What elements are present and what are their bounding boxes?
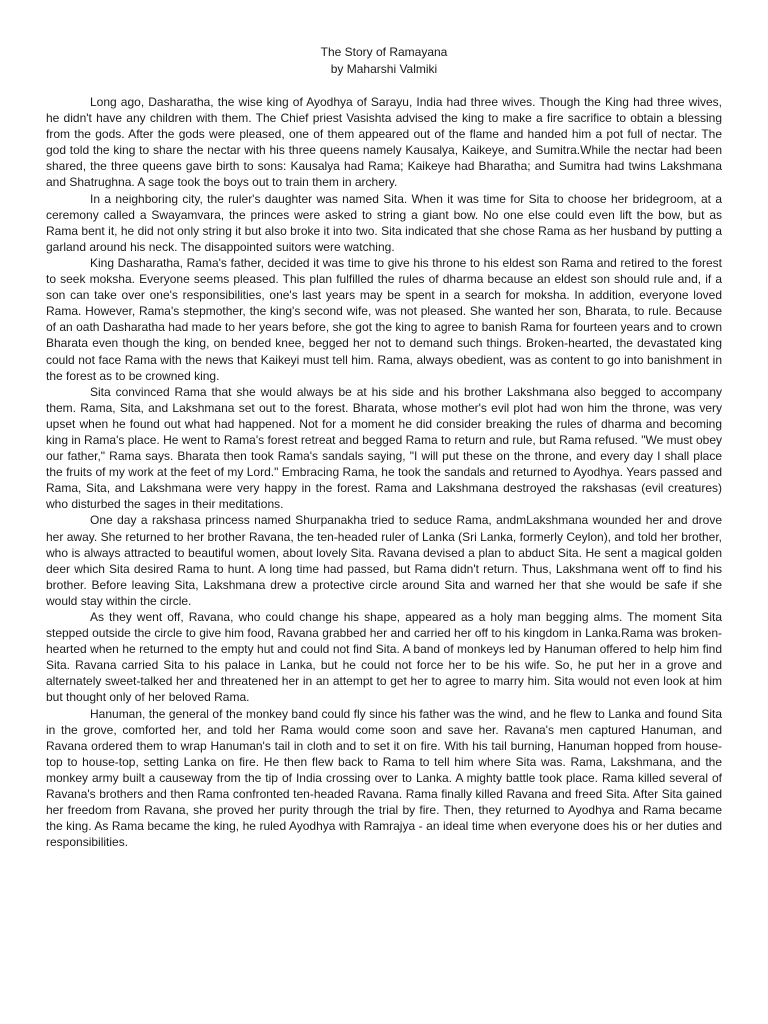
paragraph-shurpanakha: One day a rakshasa princess named Shurpanakha tried to seduce Rama, andmLakshmana wounded her and drove her away. She returned to her brother Ravana, the ten-headed ruler of Lanka (Sri Lanka, formerly Ceylon), and told her brother, who is always attracted to beautiful women, about lovely Sita. Ravana devised a plan to abduct Sita. He sent a magical golden deer which Sita desired Rama to hunt. A long time had passed, but Rama didn't return. Thus, Lakshmana went off to find his brother. Before leaving Sita, Lakshmana drew a protective circle around Sita and warned her that she would be safe if she would stay within the circle. <box>46 513 722 608</box>
title-block <box>46 44 722 78</box>
paragraph-birth-of-sons: Long ago, Dasharatha, the wise king of Ayodhya of Sarayu, India had three wives. Though the King had three wives, he didn't have any children with them. The Chief priest Vasishta advised the king to make a fire sacrifice to obtain a blessing from the gods. After the gods were pleased, one of them appeared out of the flame and handed him a pot full of nectar. The god told the king to share the nectar with his three queens namely Kausalya, Kaikeye, and Sumitra.While the nectar had been shared, the three queens gave birth to sons: Kausalya had Rama; Kaikeye had Bharatha; and Sumitra had twins Lakshmana and Shatrughna. A sage took the boys out to train them in archery. <box>46 95 722 190</box>
paragraph-forest-exile: Sita convinced Rama that she would always be at his side and his brother Lakshmana also begged to accompany them. Rama, Sita, and Lakshmana set out to the forest. Bharata, whose mother's evil plot had won him the throne, was very upset when he found out what had happened. Not for a moment he did consider breaking the rules of dharma and becoming king in Rama's place. He went to Rama's forest retreat and begged Rama to return and rule, but Rama refused. "We must obey our father," Rama says. Bharata then took Rama's sandals saying, "I will put these on the throne, and every day I shall place the fruits of my work at the feet of my Lord." Embracing Rama, he took the sandals and returned to Ayodhya. Years passed and Rama, Sita, and Lakshmana were very happy in the forest. Rama and Lakshmana destroyed the rakshasas (evil creatures) who disturbed the sages in their meditations. <box>46 384 722 512</box>
paragraph-hanuman-and-battle: Hanuman, the general of the monkey band could fly since his father was the wind, and he flew to Lanka and found Sita in the grove, comforted her, and told her Rama would come soon and save her. Ravana's men captured Hanuman, and Ravana ordered them to wrap Hanuman's tail in cloth and to set it on fire. With his tail burning, Hanuman hopped from house-top to house-top, setting Lanka on fire. He then flew back to Rama to tell him where Sita was. Rama, Lakshmana, and the monkey army built a causeway from the tip of India crossing over to Lanka. A mighty battle took place. Rama killed several of Ravana's brothers and then Rama confronted ten-headed Ravana. Rama finally killed Ravana and freed Sita. After Sita gained her freedom from Ravana, she proved her purity through the trial by fire. Then, they returned to Ayodhya and Rama became the king. As Rama became the king, he ruled Ayodhya with Ramrajya - an ideal time when everyone does his or her duties and responsibilities. <box>46 706 722 850</box>
document-author: by Maharshi Valmiki <box>330 62 438 76</box>
paragraph-banishment: King Dasharatha, Rama's father, decided it was time to give his throne to his eldest son Rama and retired to the forest to seek moksha. Everyone seems pleased. This plan fulfilled the rules of dharma because an eldest son should rule and, if a son can take over one's responsibilities, one's last years may be spent in a search for moksha. In addition, everyone loved Rama. However, Rama's stepmother, the king's second wife, was not pleased. She wanted her son, Bharata, to rule. Because of an oath Dasharatha had made to her years before, she got the king to agree to banish Rama for fourteen years and to crown Bharata even though the king, on bended knee, begged her not to demand such things. Broken-hearted, the devastated king could not face Rama with the news that Kaikeyi must tell him. Rama, always obedient, was as content to go into banishment in the forest as to be crowned king. <box>46 255 722 383</box>
document-body <box>46 94 722 850</box>
paragraph-swayamvara: In a neighboring city, the ruler's daughter was named Sita. When it was time for Sita to choose her bridegroom, at a ceremony called a Swayamvara, the princes were asked to string a giant bow. No one else could even lift the bow, but as Rama bent it, he did not only string it but also broke it into two. Sita indicated that she chose Rama as her husband by putting a garland around his neck. The disappointed suitors were watching. <box>46 191 722 254</box>
paragraph-abduction: As they went off, Ravana, who could change his shape, appeared as a holy man begging alms. The moment Sita stepped outside the circle to give him food, Ravana grabbed her and carried her off to his kingdom in Lanka.Rama was broken-hearted when he returned to the empty hut and could not find Sita. A band of monkeys led by Hanuman offered to help him find Sita. Ravana carried Sita to his palace in Lanka, but he could not force her to be his wife. So, he put her in a grove and alternately sweet-talked her and threatened her in an attempt to get her to agree to marry him. Sita would not even look at him but thought only of her beloved Rama. <box>46 610 722 705</box>
document-title: The Story of Ramayana <box>320 45 448 59</box>
